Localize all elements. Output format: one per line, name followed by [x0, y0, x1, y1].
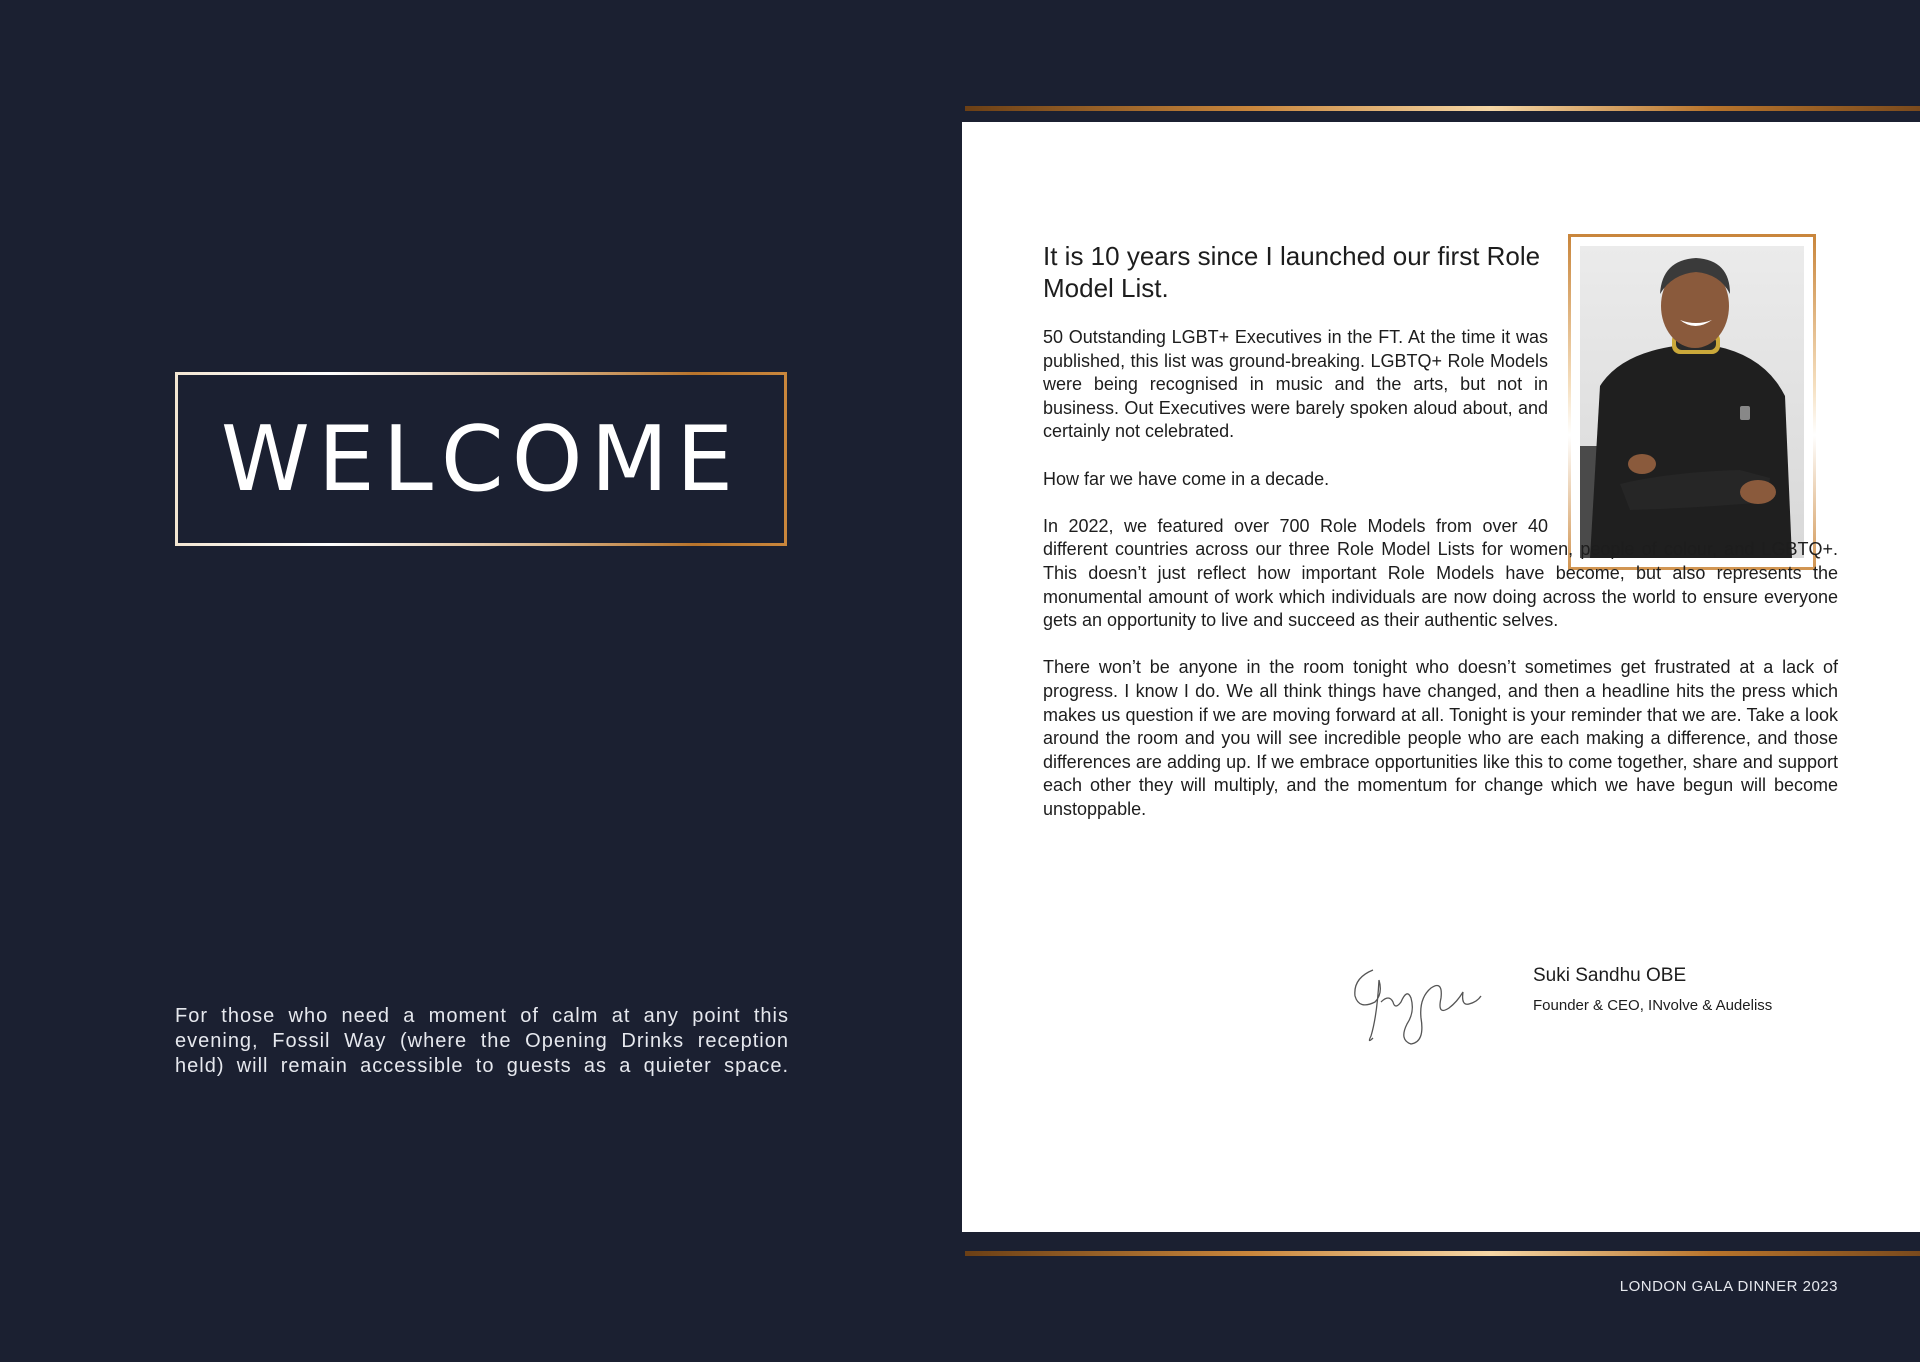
footer-event-label: LONDON GALA DINNER 2023: [1619, 1278, 1838, 1295]
handwritten-signature: [1345, 958, 1485, 1048]
letter-paragraph-4: There won’t be anyone in the room tonight who doesn’t sometimes get frustrated at a lack of progress. I know I do. We all think things have changed, and then a headline hits the press which makes us question if we are moving forward at all. Tonight is your reminder that we are. Take a look around the room and you will see incredible people who are each making a difference, and those differences are adding up. If we embrace opportunities like this to come together, share and support each other they will multiply, and the momentum for change which we have begun will become unstoppable.: [1043, 657, 1838, 819]
letter-paragraph-3: In 2022, we featured over 700 Role Models from over 40 different countries across our three Role Model Lists for women, people of colour, and LGBTQ+. This doesn’t just reflect how important Role Models have become, but also represents the monumental amount of work which individuals are now doing across the world to ensure everyone gets an opportunity to live and succeed as their authentic selves.: [1043, 515, 1838, 631]
letter-body: [1043, 326, 1838, 845]
letter-paragraph-2: How far we have come in a decade.: [1043, 468, 1330, 489]
letter-paragraph-1: 50 Outstanding LGBT+ Executives in the FT. At the time it was published, this list was ground-breaking. LGBTQ+ Role Models were being recognised in music and the arts, but not in business. Out Executives were barely spoken aloud about, and certainly not celebrated.: [1043, 327, 1548, 442]
letter-heading: It is 10 years since I launched our first Role Model List.: [1043, 241, 1541, 303]
top-gold-rule: [965, 106, 1920, 111]
welcome-title: WELCOME: [220, 406, 742, 512]
bottom-gold-rule: [965, 1251, 1920, 1256]
signatory-role: Founder & CEO, INvolve & Audeliss: [1533, 997, 1773, 1014]
signatory-name: Suki Sandhu OBE: [1533, 965, 1687, 986]
portrait-wrap-spacer: [1572, 236, 1838, 522]
welcome-frame: [175, 372, 787, 546]
calm-note: For those who need a moment of calm at any point this evening, Fossil Way (where the Opening Drinks reception held) will remain accessible to guests as a quieter space.: [175, 1005, 789, 1077]
